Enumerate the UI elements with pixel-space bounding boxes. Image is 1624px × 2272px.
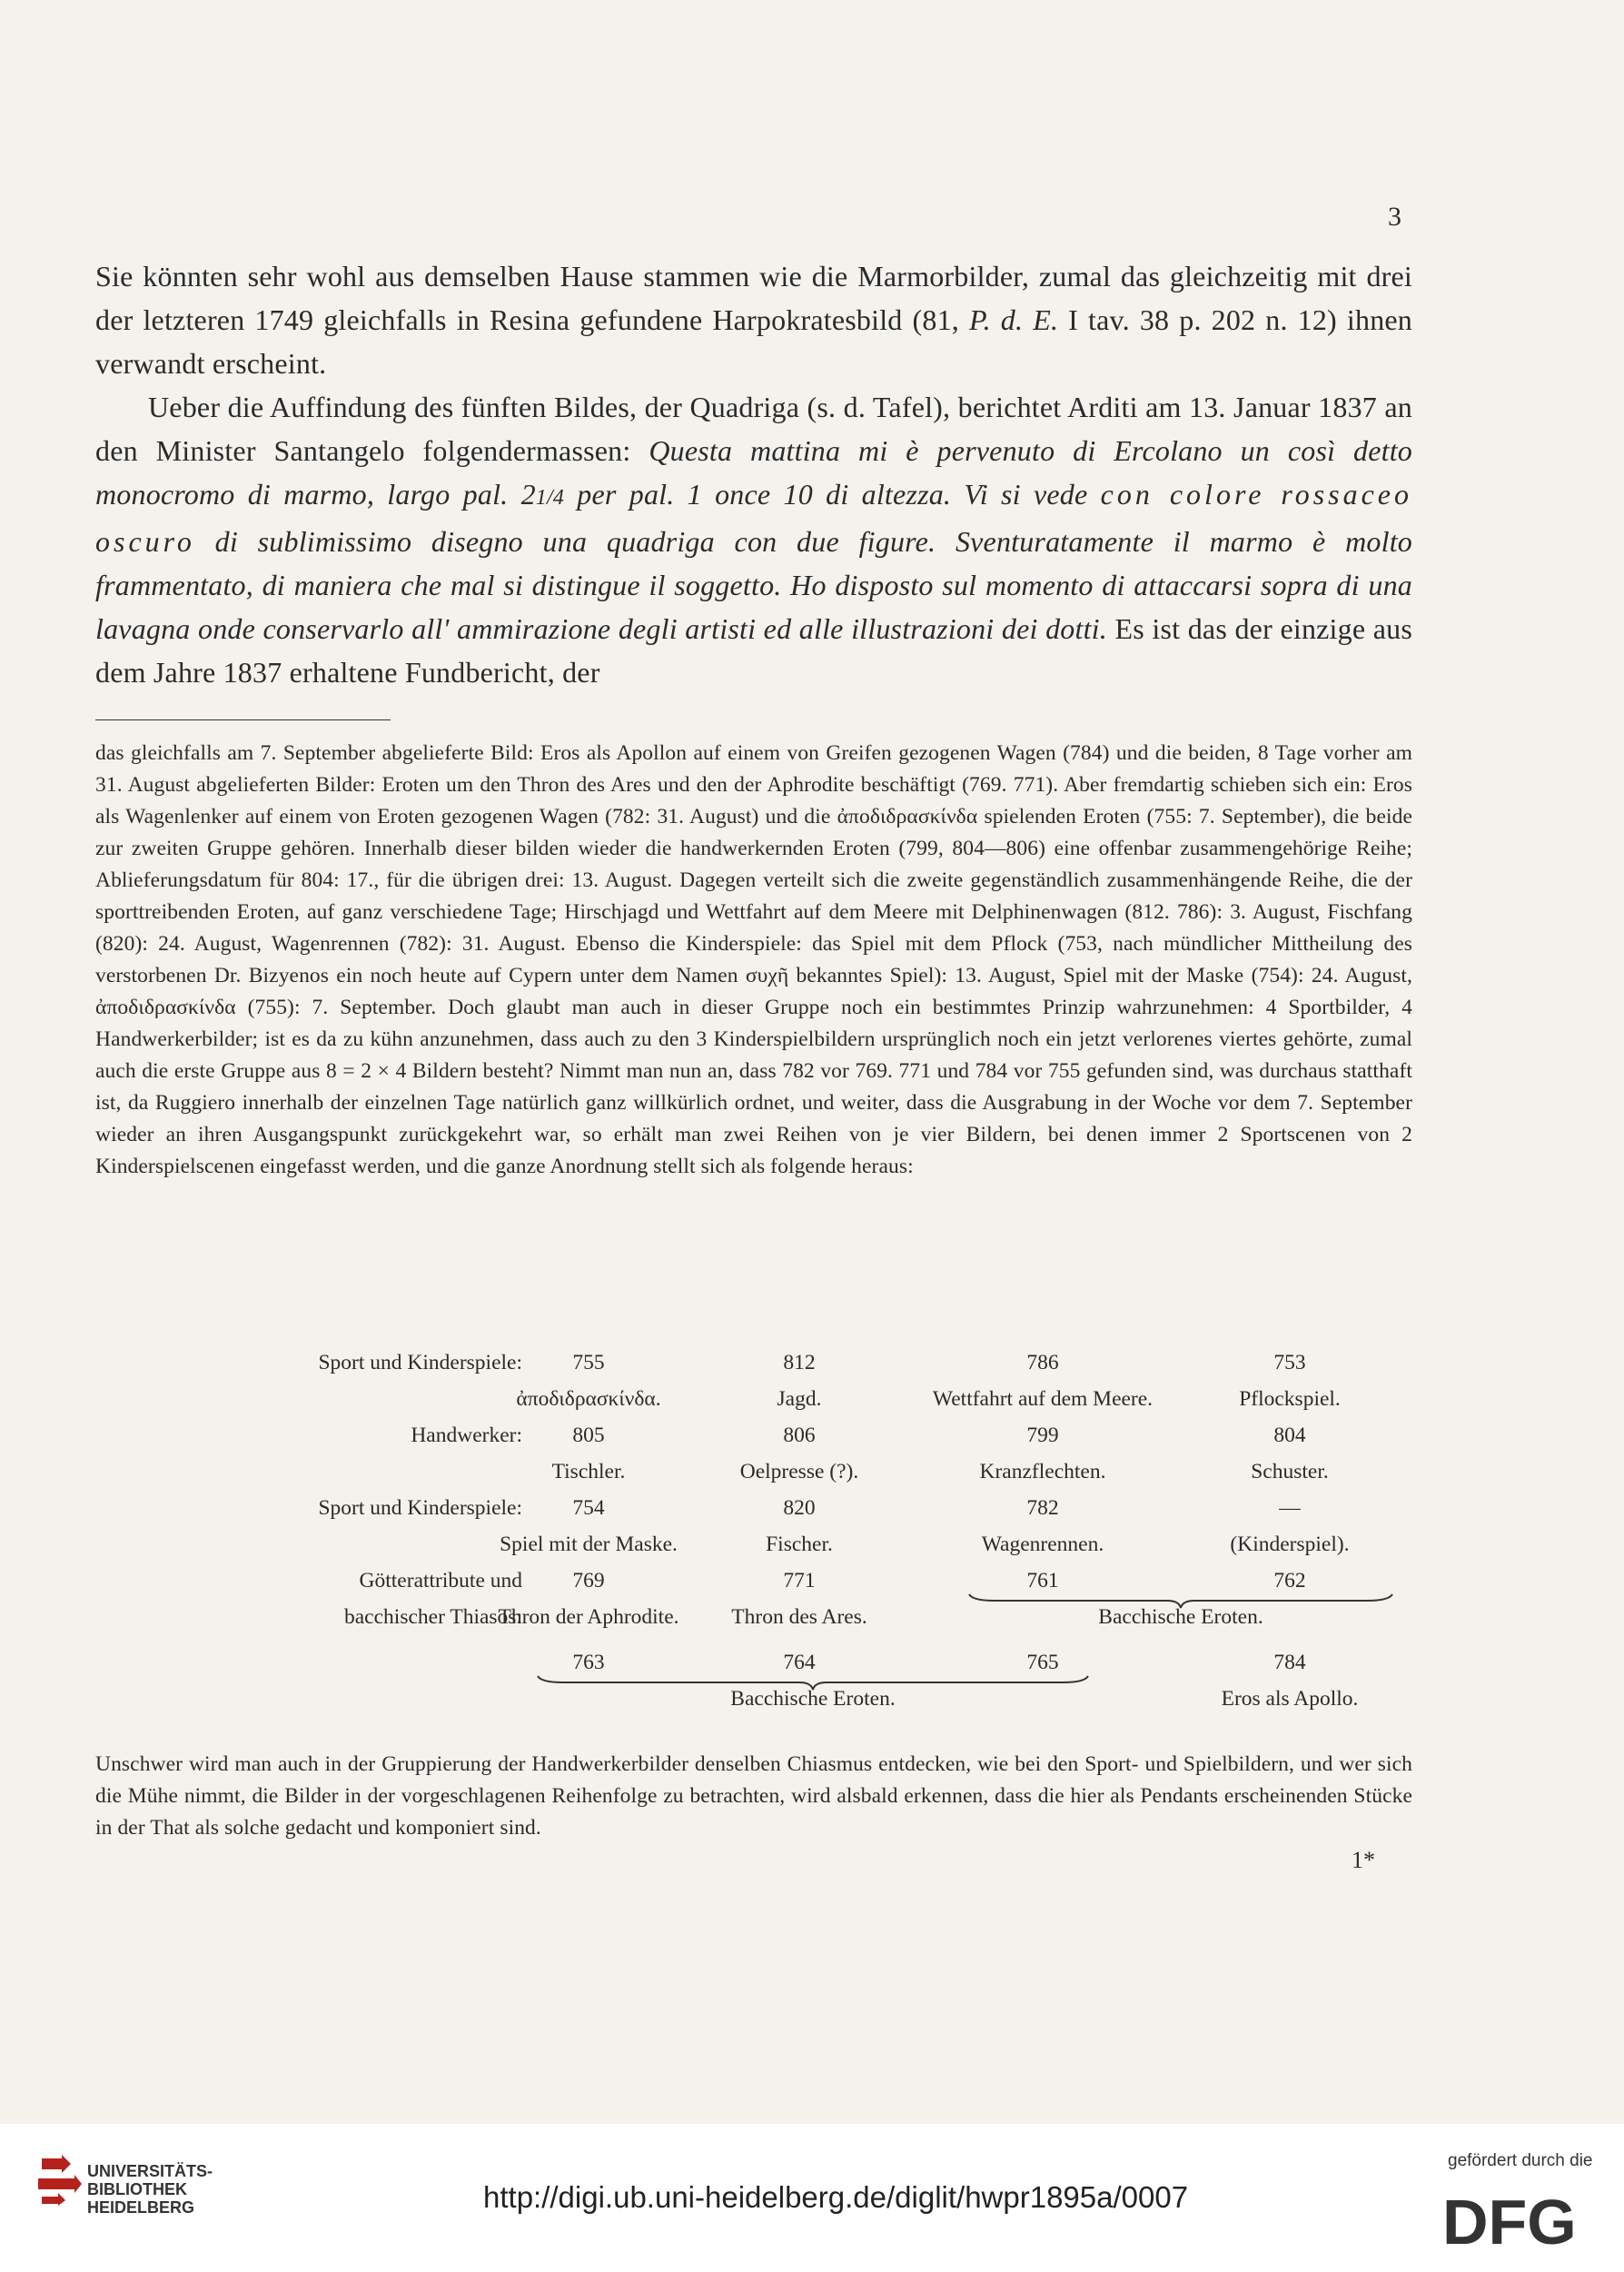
table-row: Tischler. Oelpresse (?). Kranzflechten. Schuster. <box>551 1460 1329 1483</box>
closing-paragraph: Unschwer wird man auch in der Gruppierung der Handwerkerbilder denselben Chiasmus entdecken, wie bei den Sport- und Spielbildern, und wer sich die Mühe nimmt, die Bilder in der vorgeschlagenen Reihenfolge zu betrachten, wird alsbald erkennen, dass die hier als Pendants erscheinenden Stücke in der That als solche gedacht und komponiert sind. <box>95 1752 1412 1840</box>
page-number: 3 <box>1388 202 1401 232</box>
row-label: Handwerker: <box>411 1424 522 1447</box>
dfg-logo-text: DFG <box>1442 2188 1577 2251</box>
table-row: bacchischer Thiasos: Thron der Aphrodite. Thron des Ares. Bacchische Eroten. <box>344 1605 1263 1629</box>
footnote-rule <box>95 719 391 720</box>
dfg-logo-icon <box>1442 2188 1597 2251</box>
table-row: Götterattribute und 769 771 761 762 <box>95 1569 1421 1605</box>
sponsor-text: gefördert durch die <box>1448 2151 1593 2170</box>
footnote-text: das gleichfalls am 7. September abgelieferte Bild: Eros als Apollon auf einem von Greifen gezogenen Wagen (784) und die beiden, 8 Tage vorher am 31. August abgelieferten Bilder: Eroten um den Thron des Ares und den der Aphrodite beschäftigt (769. 771). Aber fremdartig schieben sich ein: Eros als Wagenlenker auf einem von Eroten gezogenen Wagen (782: 31. August) und die ἀποδιδρασκίνδα spielenden Eroten (755: 7. September), die beide zur zweiten Gruppe gehören. Innerhalb dieser bilden wieder die handwerkernden Eroten (799, 804—806) eine offenbar zusammengehörige Reihe; Ablieferungsdatum für 804: 17., für die übrigen drei: 13. August. Dagegen verteilt sich die zweite gegenständlich zusammenhängende Reihe, die der sporttreibenden Eroten, auf ganz verschiedene Tage; Hirschjagd und Wettfahrt auf dem Meere mit Delphinenwagen (812. 786): 3. August, Fischfang (820): 24. August, Wagenrennen (782): 31. August. Ebenso die Kinderspiele: das Spiel mit dem Pflock (753, nach mündlicher Mittheilung des verstorbenen Dr. Bizyenos ein noch heute auf Cypern unter dem Namen συχῆ bekanntes Spiel): 13. August, Spiel mit der Maske (754): 24. August, ἀποδιδρασκίνδα (755): 7. September. Doch glaubt man auch in dieser Gruppe noch ein bestimmtes Prinzip wahrzunehmen: 4 Sportbilder, 4 Handwerkerbilder; ist es da zu kühn anzunehmen, dass auch zu den 3 Kinderspielbildern ursprünglich noch ein jetzt verlorenes viertes gehörte, zumal auch die erste Gruppe aus 8 = 2 × 4 Bildern besteht? Nimmt man nun an, dass 782 vor 769. 771 und 784 vor 755 gefunden sind, was durchaus statthaft ist, da Ruggiero innerhalb der einzelnen Tage natürlich ganz willkürlich ordnet, und weiter, dass die Ausgrabung in der Woche vor dem 7. September wieder an ihren Ausgangspunkt zurückgekehrt war, so erhält man zwei Reihen von je vier Bildern, bei denen immer 2 Sportscenen von 2 Kinderspielscenen eingefasst werden, und die ganze Anordnung stellt sich als folgende heraus: <box>95 741 1412 1178</box>
paragraph-1: Sie könnten sehr wohl aus demselben Hause stammen wie die Marmorbilder, zumal das gleichzeitig mit drei der letzteren 1749 gleichfalls in Resina gefundene Harpokratesbild (81, P. d. E. I tav. 38 p. 202 n. 12) ihnen verwandt erscheint. <box>95 260 1412 380</box>
footnote <box>95 738 1412 1183</box>
table-row: Bacchische Eroten. Eros als Apollo. <box>730 1687 1359 1711</box>
signature-mark: 1* <box>1352 1847 1375 1873</box>
table-row: 763 764 765 784 <box>95 1651 1421 1687</box>
main-text <box>95 254 1412 694</box>
table-row: ἀποδιδρασκίνδα. Jagd. Wettfahrt auf dem Meere. Pflockspiel. <box>516 1387 1341 1411</box>
row-label: Götterattribute und <box>359 1569 522 1592</box>
university-library-logo-icon <box>35 2151 82 2206</box>
footer-bar <box>0 2124 1624 2272</box>
table-row: Sport und Kinderspiele: 754 820 782 — <box>318 1496 1301 1520</box>
arrangement-table <box>95 1351 1421 1723</box>
row-label: Sport und Kinderspiele: <box>318 1496 522 1520</box>
table-row: Handwerker: 805 806 799 804 <box>411 1424 1306 1447</box>
row-label: Sport und Kinderspiele: <box>318 1351 522 1374</box>
table-row: Spiel mit der Maske. Fischer. Wagenrennen. (Kinderspiel). <box>500 1533 1350 1556</box>
row-label: bacchischer Thiasos: <box>344 1605 522 1629</box>
source-url-link[interactable]: http://digi.ub.uni-heidelberg.de/diglit/hwpr1895a/0007 <box>483 2180 1189 2214</box>
library-name: UNIVERSITÄTS- BIBLIOTHEK HEIDELBERG <box>87 2162 213 2217</box>
table-row: Sport und Kinderspiele: 755 812 786 753 <box>318 1351 1306 1374</box>
paragraph-2: Ueber die Auffindung des fünften Bildes, der Quadriga (s. d. Tafel), berichtet Arditi am 13. Januar 1837 an den Minister Santangelo folgendermassen: Questa mattina mi è pervenuto di Ercolano un così detto monocromo di marmo, largo pal. 21/4 per pal. 1 once 10 di altezza. Vi si vede con colore rossaceo oscuro di sublimissimo disegno una quadriga con due figure. Sventuratamente il marmo è molto frammentato, di maniera che mal si distingue il soggetto. Ho disposto sul momento di attaccarsi sopra di una lavagna onde conservarlo all' ammirazione degli artisti ed alle illustrazioni dei dotti. Es ist das der einzige aus dem Jahre 1837 erhaltene Fundbericht, der <box>95 391 1413 689</box>
